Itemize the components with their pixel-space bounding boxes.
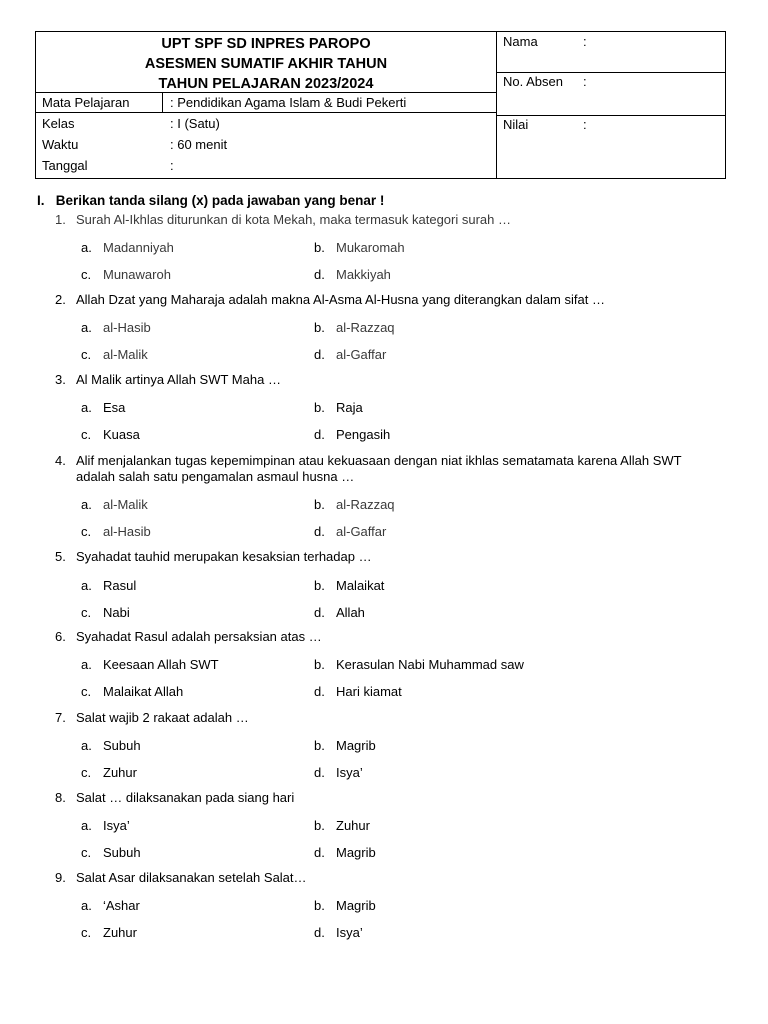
option-letter: c.: [81, 524, 92, 539]
option-letter: c.: [81, 845, 92, 860]
option-letter: d.: [314, 845, 325, 860]
question-text: Syahadat Rasul adalah persaksian atas …: [76, 629, 322, 644]
question-number: 3.: [55, 372, 66, 387]
option-letter: a.: [81, 400, 92, 415]
option-letter: a.: [81, 738, 92, 753]
absen-colon: :: [583, 74, 587, 89]
option-text: al-Malik: [103, 497, 148, 512]
option-text: Madanniyah: [103, 240, 174, 255]
exam-title-block: [36, 32, 496, 93]
option-text: Keesaan Allah SWT: [103, 657, 219, 672]
option-text: al-Razzaq: [336, 497, 395, 512]
option-text: al-Hasib: [103, 524, 151, 539]
option-text: Zuhur: [103, 765, 137, 780]
option-text: al-Malik: [103, 347, 148, 362]
name-colon: :: [583, 34, 587, 49]
exam-info-panel: [36, 32, 497, 178]
question-number: 1.: [55, 212, 66, 227]
question-number: 2.: [55, 292, 66, 307]
absen-label: No. Absen: [503, 74, 563, 89]
option-letter: a.: [81, 240, 92, 255]
option-text: Makkiyah: [336, 267, 391, 282]
option-letter: b.: [314, 657, 325, 672]
school-name: UPT SPF SD INPRES PAROPO: [161, 36, 371, 52]
option-letter: a.: [81, 818, 92, 833]
divider: [162, 93, 163, 112]
class-value: : I (Satu): [170, 116, 220, 131]
section-number: I.: [37, 193, 45, 208]
option-text: Zuhur: [103, 925, 137, 940]
option-letter: d.: [314, 925, 325, 940]
option-text: Rasul: [103, 578, 137, 593]
option-text: ‘Ashar: [103, 898, 140, 913]
option-text: Mukaromah: [336, 240, 405, 255]
option-text: Isya’: [103, 818, 130, 833]
option-text: al-Gaffar: [336, 347, 387, 362]
date-value: :: [170, 158, 174, 173]
option-letter: d.: [314, 347, 325, 362]
date-row: [36, 155, 496, 176]
option-text: Munawaroh: [103, 267, 171, 282]
option-letter: c.: [81, 605, 92, 620]
option-letter: c.: [81, 427, 92, 442]
subject-row: [36, 93, 496, 113]
option-text: al-Gaffar: [336, 524, 387, 539]
option-text: Magrib: [336, 898, 376, 913]
option-letter: d.: [314, 605, 325, 620]
question-text: Salat … dilaksanakan pada siang hari: [76, 790, 295, 805]
option-letter: b.: [314, 497, 325, 512]
time-value: : 60 menit: [170, 137, 228, 152]
option-letter: b.: [314, 320, 325, 335]
question-text: Salat Asar dilaksanakan setelah Salat…: [76, 870, 307, 885]
option-letter: a.: [81, 898, 92, 913]
question-number: 6.: [55, 629, 66, 644]
time-label: Waktu: [42, 137, 79, 152]
option-text: Isya’: [336, 765, 363, 780]
option-letter: b.: [314, 240, 325, 255]
option-letter: c.: [81, 267, 92, 282]
question-text: Allah Dzat yang Maharaja adalah makna Al-Asma Al-Husna yang diterangkan dalam sifat …: [76, 292, 605, 307]
section-title: Berikan tanda silang (x) pada jawaban yang benar !: [55, 193, 385, 208]
option-text: al-Hasib: [103, 320, 151, 335]
option-letter: d.: [314, 267, 325, 282]
option-text: Esa: [103, 400, 126, 415]
option-text: Magrib: [336, 738, 376, 753]
option-text: Malaikat: [336, 578, 385, 593]
option-text: Hari kiamat: [336, 684, 402, 699]
name-label: Nama: [503, 34, 538, 49]
question-number: 7.: [55, 710, 66, 725]
option-text: Kuasa: [103, 427, 140, 442]
option-letter: a.: [81, 320, 92, 335]
question-number: 4.: [55, 453, 66, 468]
date-label: Tanggal: [42, 158, 88, 173]
option-letter: a.: [81, 578, 92, 593]
option-letter: c.: [81, 347, 92, 362]
option-text: Isya’: [336, 925, 363, 940]
option-text: Pengasih: [336, 427, 391, 442]
question-text: Syahadat tauhid merupakan kesaksian terhadap …: [76, 549, 372, 564]
option-letter: a.: [81, 497, 92, 512]
option-text: Subuh: [103, 845, 141, 860]
question-number: 5.: [55, 549, 66, 564]
option-letter: c.: [81, 925, 92, 940]
option-letter: b.: [314, 578, 325, 593]
exam-name: ASESMEN SUMATIF AKHIR TAHUN: [144, 56, 388, 72]
option-letter: b.: [314, 898, 325, 913]
class-row: [36, 113, 496, 134]
question-text: Salat wajib 2 rakaat adalah …: [76, 710, 249, 725]
divider: [497, 72, 725, 73]
grade-colon: :: [583, 117, 587, 132]
grade-label: Nilai: [503, 117, 529, 132]
option-letter: b.: [314, 400, 325, 415]
subject-value: : Pendidikan Agama Islam & Budi Pekerti: [170, 95, 407, 110]
option-letter: c.: [81, 684, 92, 699]
option-text: Zuhur: [336, 818, 370, 833]
question-text: Alif menjalankan tugas kepemimpinan atau kekuasaan dengan niat ikhlas sematamata karena Allah SWT adalah salah satu pengamalan asmaul husna …: [76, 453, 682, 484]
question-number: 8.: [55, 790, 66, 805]
option-letter: b.: [314, 818, 325, 833]
option-text: Subuh: [103, 738, 141, 753]
subject-label: Mata Pelajaran: [42, 95, 130, 110]
option-letter: a.: [81, 657, 92, 672]
option-text: Malaikat Allah: [103, 684, 184, 699]
divider: [497, 115, 725, 116]
option-letter: d.: [314, 684, 325, 699]
class-label: Kelas: [42, 116, 75, 131]
school-year: TAHUN PELAJARAN 2023/2024: [158, 76, 374, 92]
option-letter: d.: [314, 524, 325, 539]
option-text: Allah: [336, 605, 365, 620]
option-letter: d.: [314, 765, 325, 780]
exam-header-table: [35, 31, 726, 179]
option-text: Raja: [336, 400, 363, 415]
option-letter: c.: [81, 765, 92, 780]
question-text: Surah Al-Ikhlas diturunkan di kota Mekah, maka termasuk kategori surah …: [76, 212, 511, 227]
option-text: Kerasulan Nabi Muhammad saw: [336, 657, 524, 672]
section-heading: [37, 193, 384, 208]
option-text: Nabi: [103, 605, 130, 620]
time-row: [36, 134, 496, 155]
question-text: Al Malik artinya Allah SWT Maha …: [76, 372, 281, 387]
option-letter: b.: [314, 738, 325, 753]
question-number: 9.: [55, 870, 66, 885]
option-text: al-Razzaq: [336, 320, 395, 335]
option-text: Magrib: [336, 845, 376, 860]
option-letter: d.: [314, 427, 325, 442]
student-info-panel: [497, 32, 725, 178]
